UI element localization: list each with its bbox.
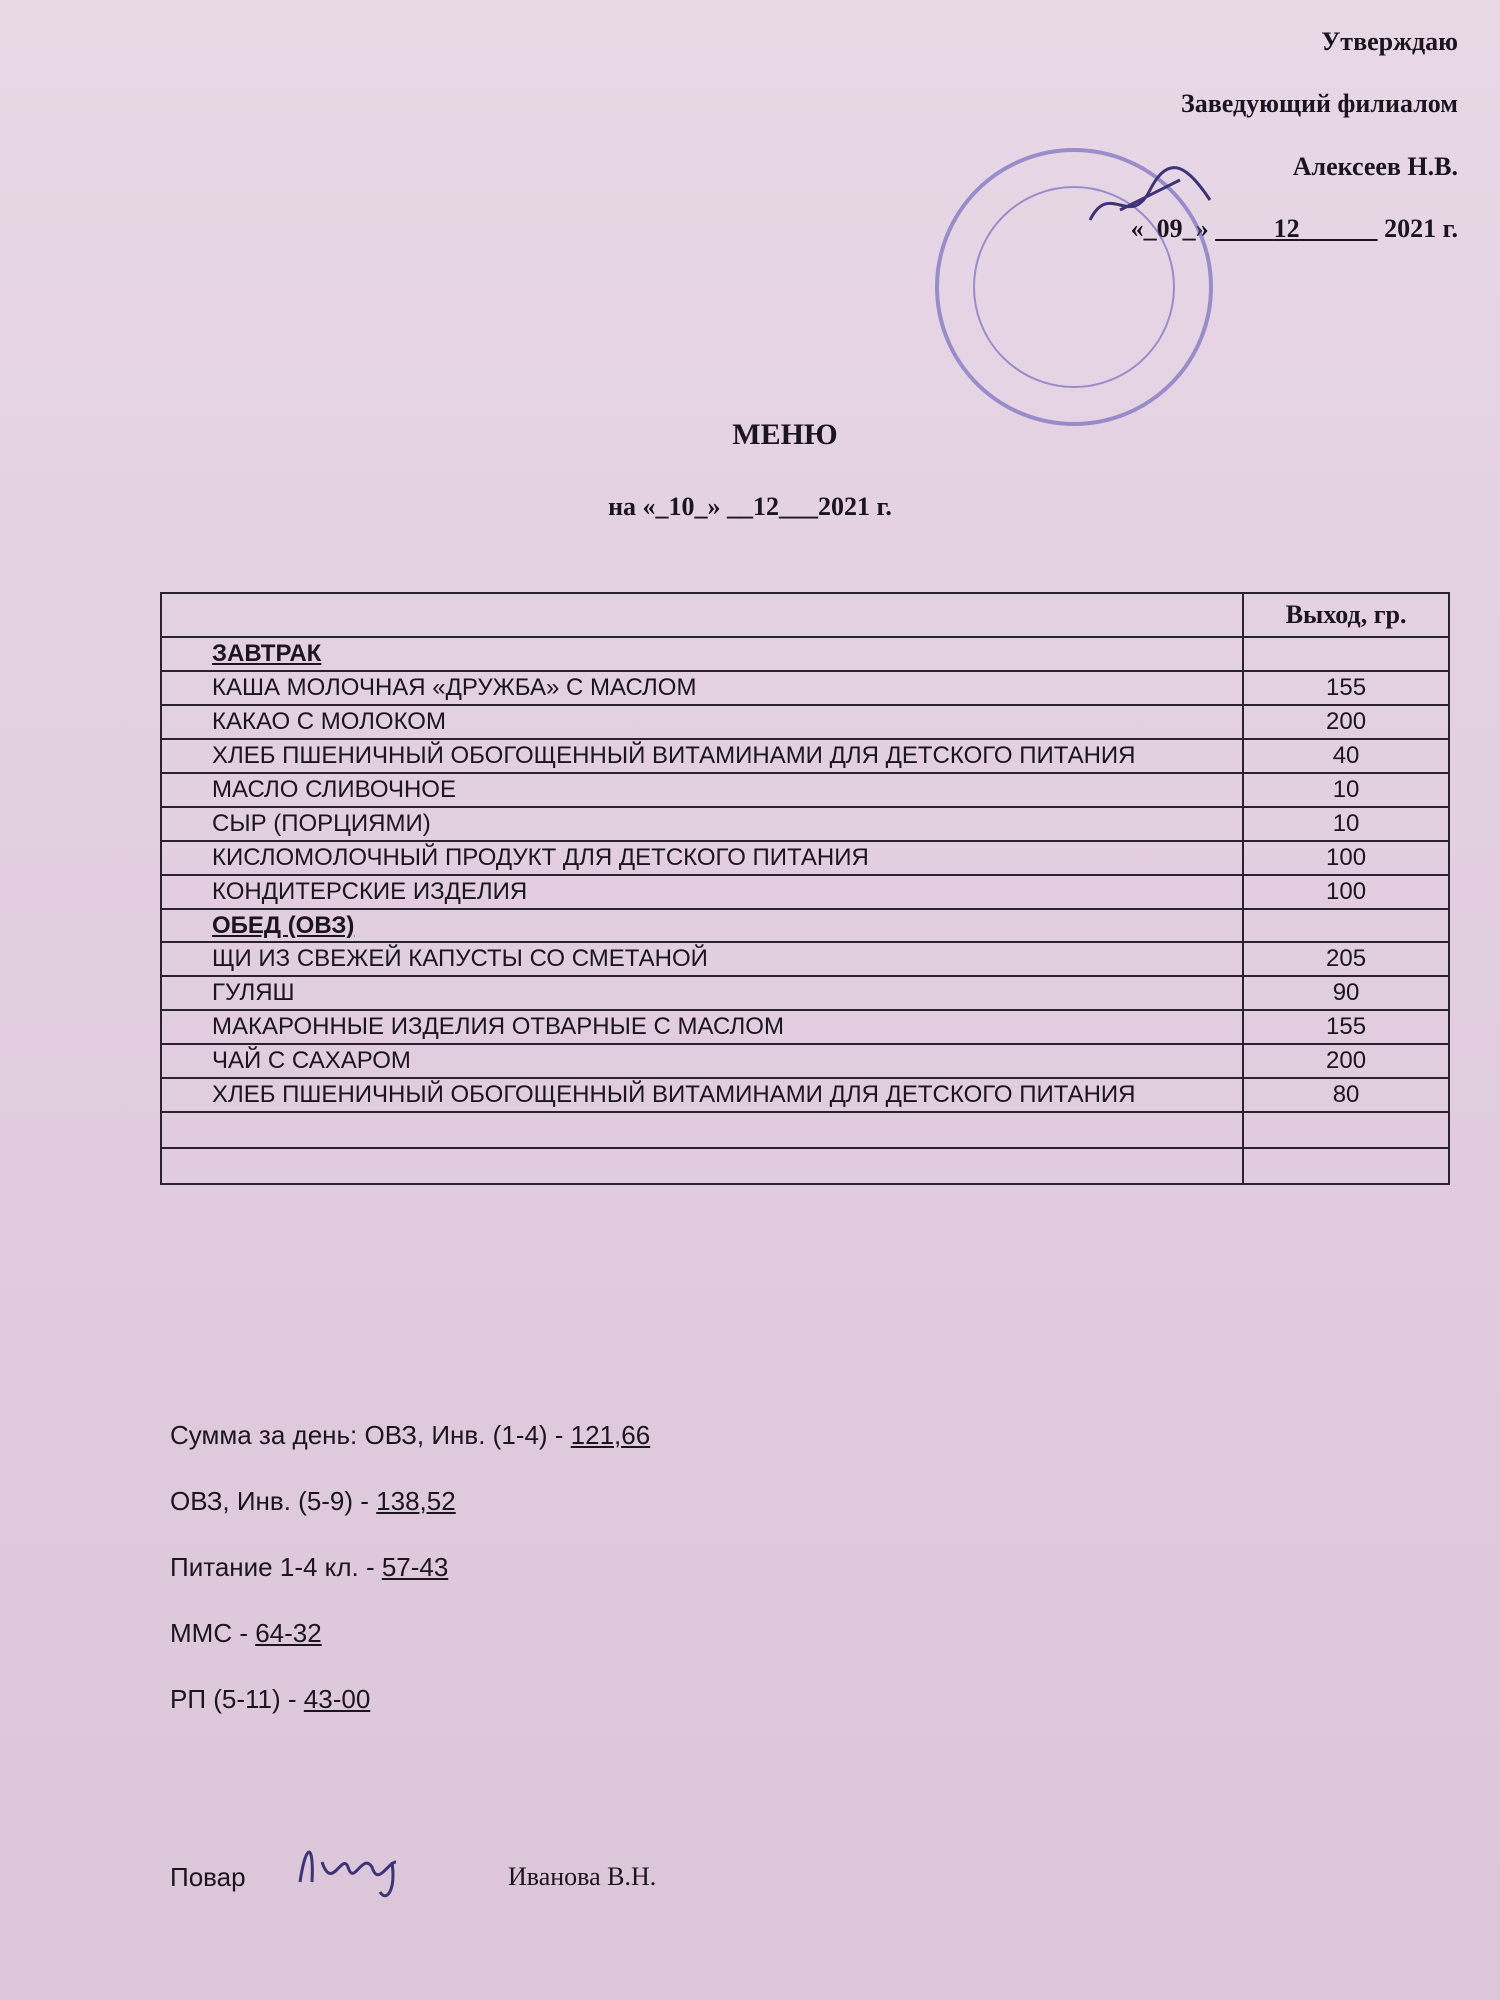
cook-label: Повар	[170, 1862, 246, 1892]
cook-name: Иванова В.Н.	[508, 1862, 657, 1891]
table-row	[161, 1078, 1449, 1112]
table-header-row	[161, 593, 1449, 637]
dish-name: КИСЛОМОЛОЧНЫЙ ПРОДУКТ ДЛЯ ДЕТСКОГО ПИТАНИЯ	[161, 841, 1243, 875]
approval-year: 2021 г.	[1384, 214, 1458, 244]
approver-signature	[1080, 160, 1220, 240]
dish-name: КОНДИТЕРСКИЕ ИЗДЕЛИЯ	[161, 875, 1243, 909]
total-line: ММС - 64-32	[170, 1618, 322, 1648]
dish-name: КАША МОЛОЧНАЯ «ДРУЖБА» С МАСЛОМ	[161, 671, 1243, 705]
table-row	[161, 671, 1449, 705]
table-row	[161, 841, 1449, 875]
table-row	[161, 1010, 1449, 1044]
table-row	[161, 807, 1449, 841]
dish-name: ОБЕД (ОВЗ)	[161, 909, 1243, 943]
dish-output: 80	[1243, 1078, 1449, 1112]
approval-day: «_09_»	[1130, 214, 1209, 244]
approver-position: Заведующий филиалом	[1181, 89, 1458, 119]
dish-output: 10	[1243, 773, 1449, 807]
dish-name: ХЛЕБ ПШЕНИЧНЫЙ ОБОГОЩЕННЫЙ ВИТАМИНАМИ ДЛЯ ДЕТСКОГО ПИТАНИЯ	[161, 739, 1243, 773]
dish-output: 100	[1243, 841, 1449, 875]
cook-signature	[292, 1832, 412, 1902]
table-row	[161, 976, 1449, 1010]
empty-row	[161, 1112, 1449, 1148]
dish-name: ЧАЙ С САХАРОМ	[161, 1044, 1243, 1078]
dish-output: 155	[1243, 671, 1449, 705]
total-line: Сумма за день: ОВЗ, Инв. (1-4) - 121,66	[170, 1420, 651, 1450]
total-line: РП (5-11) - 43-00	[170, 1684, 371, 1714]
dish-output: 100	[1243, 875, 1449, 909]
dish-output: 10	[1243, 807, 1449, 841]
table-row	[161, 1044, 1449, 1078]
dish-output: 200	[1243, 1044, 1449, 1078]
dish-output: 205	[1243, 942, 1449, 976]
dish-name: КАКАО С МОЛОКОМ	[161, 705, 1243, 739]
approval-month: 12	[1273, 214, 1300, 244]
dish-name: МАСЛО СЛИВОЧНОЕ	[161, 773, 1243, 807]
dish-output: 40	[1243, 739, 1449, 773]
dish-name: ХЛЕБ ПШЕНИЧНЫЙ ОБОГОЩЕННЫЙ ВИТАМИНАМИ ДЛЯ ДЕТСКОГО ПИТАНИЯ	[161, 1078, 1243, 1112]
menu-date: на «_10_» __12___2021 г.	[608, 492, 892, 521]
daily-totals	[170, 1420, 650, 1750]
approver-name: Алексеев Н.В.	[1292, 151, 1458, 181]
dish-name: СЫР (ПОРЦИЯМИ)	[161, 807, 1243, 841]
dish-name: ГУЛЯШ	[161, 976, 1243, 1010]
page-title: МЕНЮ	[732, 418, 838, 451]
dish-name: ЩИ ИЗ СВЕЖЕЙ КАПУСТЫ СО СМЕТАНОЙ	[161, 942, 1243, 976]
empty-row	[161, 1148, 1449, 1184]
table-row	[161, 705, 1449, 739]
table-row	[161, 942, 1449, 976]
dish-output: 90	[1243, 976, 1449, 1010]
approve-label: Утверждаю	[1321, 27, 1458, 56]
dish-name: МАКАРОННЫЕ ИЗДЕЛИЯ ОТВАРНЫЕ С МАСЛОМ	[161, 1010, 1243, 1044]
menu-table	[160, 592, 1450, 1185]
table-row	[161, 773, 1449, 807]
dish-name: ЗАВТРАК	[161, 637, 1243, 671]
dish-output: 155	[1243, 1010, 1449, 1044]
column-header-output: Выход, гр.	[1243, 593, 1449, 637]
total-line: ОВЗ, Инв. (5-9) - 138,52	[170, 1486, 456, 1516]
table-row	[161, 875, 1449, 909]
dish-output: 200	[1243, 705, 1449, 739]
section-row	[161, 909, 1449, 943]
section-row	[161, 637, 1449, 671]
table-row	[161, 739, 1449, 773]
total-line: Питание 1-4 кл. - 57-43	[170, 1552, 449, 1582]
